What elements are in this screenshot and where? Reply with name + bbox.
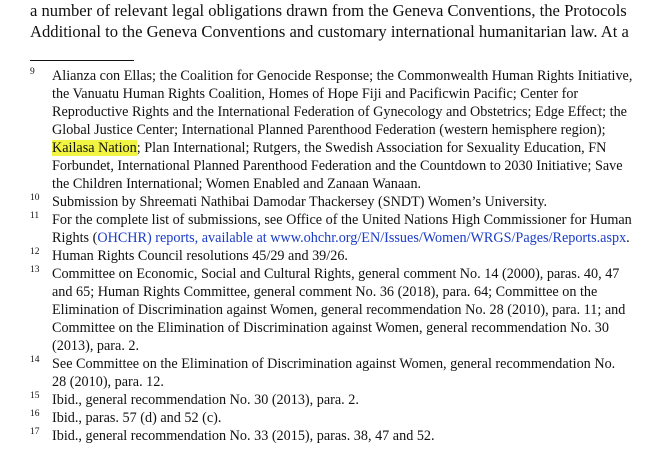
footnote-line: Ibid., general recommendation No. 30 (2013), para. 2.: [52, 392, 359, 408]
footnote-line: and 65; Human Rights Committee, general comment No. 36 (2018), para. 64; Committee on the: [52, 284, 598, 300]
footnote-line: Forbundet, International Planned Parenthood Federation and the Countdown to 2030 Initiative; Save: [52, 158, 623, 174]
footnote-number: 12: [30, 247, 40, 257]
footnote-number: 9: [30, 67, 35, 77]
footnote-14: [0, 355, 670, 391]
footnote-16: [0, 409, 670, 427]
footnote-line: Ibid., general recommendation No. 33 (2015), paras. 38, 47 and 52.: [52, 428, 435, 444]
body-paragraph: [30, 0, 660, 42]
footnote-number: 11: [30, 211, 40, 221]
body-line-1: a number of relevant legal obligations drawn from the Geneva Conventions, the Protocols: [30, 1, 627, 20]
footnote-line: For the complete list of submissions, see Office of the United Nations High Commissioner for Human: [52, 212, 632, 228]
ohchr-reports-link[interactable]: OHCHR) reports, available at www.ohchr.org/EN/Issues/Women/WRGS/Pages/Reports.aspx: [97, 230, 627, 246]
footnote-9: [0, 67, 670, 193]
footnote-line: See Committee on the Elimination of Discrimination against Women, general recommendation No.: [52, 356, 616, 372]
footnote-line: Committee on Economic, Social and Cultural Rights, general comment No. 14 (2000), paras. 40, 47: [52, 266, 620, 282]
footnote-separator: [30, 60, 134, 61]
footnote-number: 14: [30, 355, 40, 365]
footnote-line: Alianza con Ellas; the Coalition for Genocide Response; the Commonwealth Human Rights Initiative,: [52, 68, 633, 84]
footnote-line: Submission by Shreemati Nathibai Damodar Thackersey (SNDT) Women’s University.: [52, 194, 548, 210]
footnote-line: the Vanuatu Human Rights Coalition, Homes of Hope Fiji and Pacificwin Pacific; Center for: [52, 86, 579, 102]
footnote-17: [0, 427, 670, 445]
footnote-line: Reproductive Rights and the International Federation of Gynecology and Obstetrics; Edge Effect; the: [52, 104, 627, 120]
footnote-line: the Children International; Women Enabled and Zanaan Wanaan.: [52, 176, 422, 192]
footnote-number: 17: [30, 427, 40, 437]
footnote-11: [0, 211, 670, 247]
footnote-line: [52, 229, 670, 247]
footnote-text: .: [626, 230, 630, 246]
footnote-12: [0, 247, 670, 265]
footnote-number: 13: [30, 265, 40, 275]
footnote-number: 10: [30, 193, 40, 203]
footnote-number: 16: [30, 409, 40, 419]
footnotes-section: [0, 67, 670, 445]
footnote-line: (2013), para. 2.: [52, 338, 140, 354]
body-line-2: Additional to the Geneva Conventions and customary international humanitarian law. At a: [30, 22, 629, 41]
footnote-line: Elimination of Discrimination against Women, general recommendation No. 28 (2010), para. 11; and: [52, 302, 626, 318]
footnote-line: 28 (2010), para. 12.: [52, 374, 164, 390]
footnote-line: Human Rights Council resolutions 45/29 and 39/26.: [52, 248, 348, 264]
footnote-line: [52, 139, 670, 157]
footnote-line: Ibid., paras. 57 (d) and 52 (c).: [52, 410, 222, 426]
footnote-10: [0, 193, 670, 211]
highlighted-text: Kailasa Nation: [52, 140, 137, 156]
footnote-text: Rights (: [52, 230, 98, 246]
footnote-13: [0, 265, 670, 355]
footnote-text: ; Plan International; Rutgers, the Swedish Association for Sexuality Education, FN: [136, 140, 607, 156]
footnote-number: 15: [30, 391, 40, 401]
footnote-line: Committee on the Elimination of Discrimination against Women, general recommendation No. 30: [52, 320, 609, 336]
footnote-line: Global Justice Center; International Planned Parenthood Federation (western hemisphere region);: [52, 122, 606, 138]
footnote-15: [0, 391, 670, 409]
